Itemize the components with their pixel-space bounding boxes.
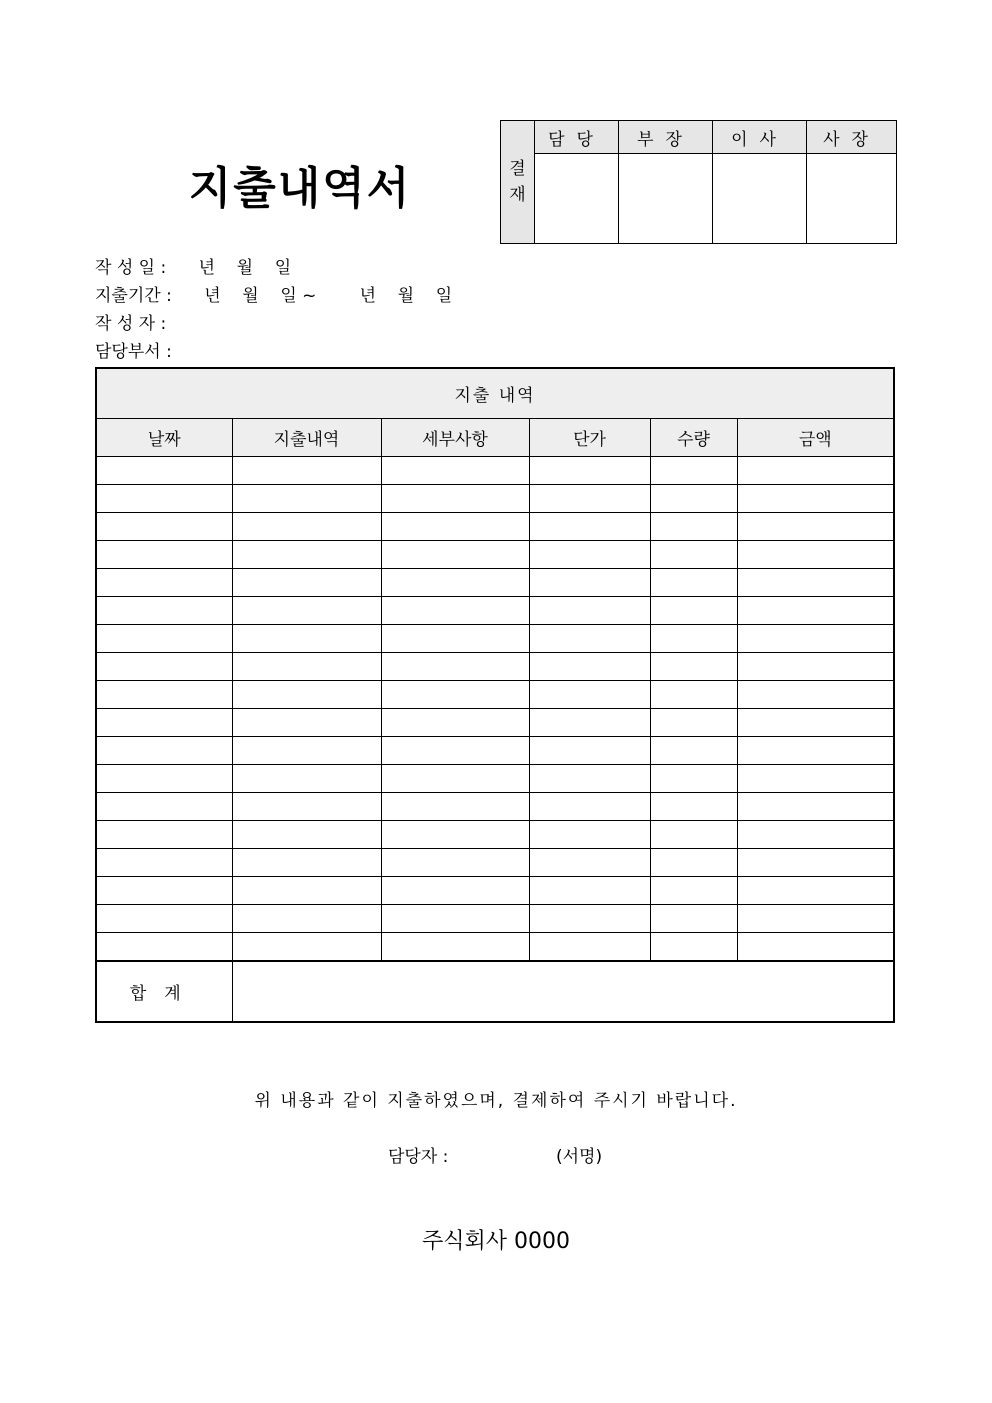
table-cell[interactable] <box>232 597 381 625</box>
table-cell[interactable] <box>737 737 894 765</box>
table-cell[interactable] <box>529 849 650 877</box>
table-cell[interactable] <box>96 457 232 485</box>
table-row <box>96 681 894 709</box>
table-cell[interactable] <box>529 765 650 793</box>
column-header-details: 세부사항 <box>381 419 529 457</box>
table-cell[interactable] <box>650 681 737 709</box>
table-cell[interactable] <box>650 709 737 737</box>
table-row <box>96 737 894 765</box>
table-cell[interactable] <box>529 485 650 513</box>
table-cell[interactable] <box>96 653 232 681</box>
table-cell[interactable] <box>232 821 381 849</box>
table-cell[interactable] <box>529 793 650 821</box>
table-cell[interactable] <box>96 485 232 513</box>
table-cell[interactable] <box>529 821 650 849</box>
table-cell[interactable] <box>529 541 650 569</box>
table-row <box>96 653 894 681</box>
company-name: 주식회사 0000 <box>422 1229 570 1254</box>
total-value-cell[interactable] <box>232 961 894 1022</box>
table-cell[interactable] <box>650 849 737 877</box>
table-cell[interactable] <box>96 513 232 541</box>
column-header-date: 날짜 <box>96 419 232 457</box>
table-cell[interactable] <box>96 625 232 653</box>
table-cell[interactable] <box>529 569 650 597</box>
table-cell[interactable] <box>737 597 894 625</box>
column-header-unit-price: 단가 <box>529 419 650 457</box>
table-cell[interactable] <box>232 485 381 513</box>
table-cell[interactable] <box>650 653 737 681</box>
table-cell[interactable] <box>381 849 529 877</box>
approval-sign-director[interactable] <box>713 154 807 244</box>
table-cell[interactable] <box>529 877 650 905</box>
table-cell[interactable] <box>737 485 894 513</box>
table-section-title: 지출 내역 <box>96 368 894 419</box>
period-line: 지출기간 : 년 월 일 ~ 년 월 일 <box>95 286 453 306</box>
table-cell[interactable] <box>96 597 232 625</box>
approval-side-text: 결 재 <box>509 159 526 205</box>
table-cell[interactable] <box>232 849 381 877</box>
approval-sign-manager[interactable] <box>535 154 619 244</box>
table-cell[interactable] <box>96 681 232 709</box>
table-cell[interactable] <box>232 457 381 485</box>
table-cell[interactable] <box>381 541 529 569</box>
table-cell[interactable] <box>650 625 737 653</box>
table-cell[interactable] <box>96 933 232 962</box>
table-cell[interactable] <box>96 737 232 765</box>
signer-label: 담당자 : <box>388 1147 449 1167</box>
table-cell[interactable] <box>232 765 381 793</box>
table-cell[interactable] <box>232 877 381 905</box>
table-cell[interactable] <box>650 569 737 597</box>
table-row <box>96 569 894 597</box>
table-cell[interactable] <box>529 625 650 653</box>
table-cell[interactable] <box>232 709 381 737</box>
approval-header-director: 이사 <box>713 121 807 154</box>
signature-mark: (서명) <box>556 1147 603 1167</box>
table-cell[interactable] <box>529 597 650 625</box>
table-cell[interactable] <box>737 905 894 933</box>
table-cell[interactable] <box>529 933 650 962</box>
table-cell[interactable] <box>381 597 529 625</box>
approval-header-department-head: 부장 <box>619 121 713 154</box>
table-cell[interactable] <box>381 737 529 765</box>
table-cell[interactable] <box>529 457 650 485</box>
table-row <box>96 877 894 905</box>
table-cell[interactable] <box>232 541 381 569</box>
approval-box <box>500 120 897 244</box>
table-cell[interactable] <box>232 933 381 962</box>
table-cell[interactable] <box>737 933 894 962</box>
table-cell[interactable] <box>381 485 529 513</box>
table-cell[interactable] <box>650 513 737 541</box>
table-cell[interactable] <box>650 793 737 821</box>
table-cell[interactable] <box>232 513 381 541</box>
approval-sign-department-head[interactable] <box>619 154 713 244</box>
table-cell[interactable] <box>737 877 894 905</box>
table-row <box>96 625 894 653</box>
table-cell[interactable] <box>737 513 894 541</box>
department-line: 담당부서 : <box>95 342 172 362</box>
table-cell[interactable] <box>650 821 737 849</box>
table-cell[interactable] <box>650 933 737 962</box>
table-cell[interactable] <box>737 681 894 709</box>
table-cell[interactable] <box>381 877 529 905</box>
table-cell[interactable] <box>737 457 894 485</box>
table-row <box>96 485 894 513</box>
table-cell[interactable] <box>529 513 650 541</box>
table-row <box>96 793 894 821</box>
table-cell[interactable] <box>737 849 894 877</box>
table-cell[interactable] <box>96 821 232 849</box>
table-cell[interactable] <box>650 597 737 625</box>
table-cell[interactable] <box>650 541 737 569</box>
table-cell[interactable] <box>232 681 381 709</box>
column-header-expense: 지출내역 <box>232 419 381 457</box>
table-cell[interactable] <box>381 765 529 793</box>
approval-side-label <box>501 121 535 244</box>
table-row <box>96 765 894 793</box>
table-row <box>96 709 894 737</box>
table-cell[interactable] <box>650 765 737 793</box>
column-header-amount: 금액 <box>737 419 894 457</box>
table-cell[interactable] <box>737 821 894 849</box>
table-cell[interactable] <box>650 877 737 905</box>
author-line: 작 성 자 : <box>95 314 167 334</box>
table-cell[interactable] <box>381 933 529 962</box>
table-cell[interactable] <box>529 737 650 765</box>
document-title: 지출내역서 <box>188 163 412 214</box>
table-cell[interactable] <box>381 653 529 681</box>
table-cell[interactable] <box>232 737 381 765</box>
table-cell[interactable] <box>737 765 894 793</box>
table-row <box>96 849 894 877</box>
table-cell[interactable] <box>232 905 381 933</box>
table-row <box>96 821 894 849</box>
table-cell[interactable] <box>96 905 232 933</box>
table-cell[interactable] <box>381 625 529 653</box>
table-cell[interactable] <box>650 457 737 485</box>
table-cell[interactable] <box>381 905 529 933</box>
table-cell[interactable] <box>650 905 737 933</box>
table-cell[interactable] <box>650 485 737 513</box>
table-row <box>96 541 894 569</box>
expense-table <box>95 367 895 1023</box>
table-cell[interactable] <box>737 709 894 737</box>
table-cell[interactable] <box>381 569 529 597</box>
table-row <box>96 457 894 485</box>
table-cell[interactable] <box>381 457 529 485</box>
table-cell[interactable] <box>381 681 529 709</box>
table-cell[interactable] <box>96 849 232 877</box>
table-row <box>96 513 894 541</box>
table-cell[interactable] <box>96 765 232 793</box>
table-cell[interactable] <box>96 709 232 737</box>
table-body <box>96 457 894 962</box>
approval-header-president: 사장 <box>807 121 897 154</box>
total-label: 합계 <box>96 961 232 1022</box>
table-cell[interactable] <box>232 625 381 653</box>
table-cell[interactable] <box>737 569 894 597</box>
table-cell[interactable] <box>381 821 529 849</box>
table-cell[interactable] <box>737 793 894 821</box>
table-row <box>96 597 894 625</box>
table-cell[interactable] <box>381 513 529 541</box>
table-row <box>96 905 894 933</box>
table-cell[interactable] <box>529 905 650 933</box>
table-cell[interactable] <box>737 653 894 681</box>
table-cell[interactable] <box>232 569 381 597</box>
table-row <box>96 933 894 962</box>
column-header-quantity: 수량 <box>650 419 737 457</box>
approval-sign-president[interactable] <box>807 154 897 244</box>
table-cell[interactable] <box>737 625 894 653</box>
request-statement: 위 내용과 같이 지출하였으며, 결제하여 주시기 바랍니다. <box>254 1091 738 1111</box>
table-cell[interactable] <box>381 709 529 737</box>
written-date-line: 작 성 일 : 년 월 일 <box>95 258 292 278</box>
table-cell[interactable] <box>96 877 232 905</box>
table-cell[interactable] <box>737 541 894 569</box>
approval-header-manager: 담당 <box>535 121 619 154</box>
table-cell[interactable] <box>529 681 650 709</box>
table-cell[interactable] <box>529 709 650 737</box>
table-cell[interactable] <box>96 793 232 821</box>
table-cell[interactable] <box>96 541 232 569</box>
table-cell[interactable] <box>529 653 650 681</box>
table-cell[interactable] <box>232 793 381 821</box>
table-cell[interactable] <box>381 793 529 821</box>
table-cell[interactable] <box>232 653 381 681</box>
table-cell[interactable] <box>96 569 232 597</box>
table-cell[interactable] <box>650 737 737 765</box>
